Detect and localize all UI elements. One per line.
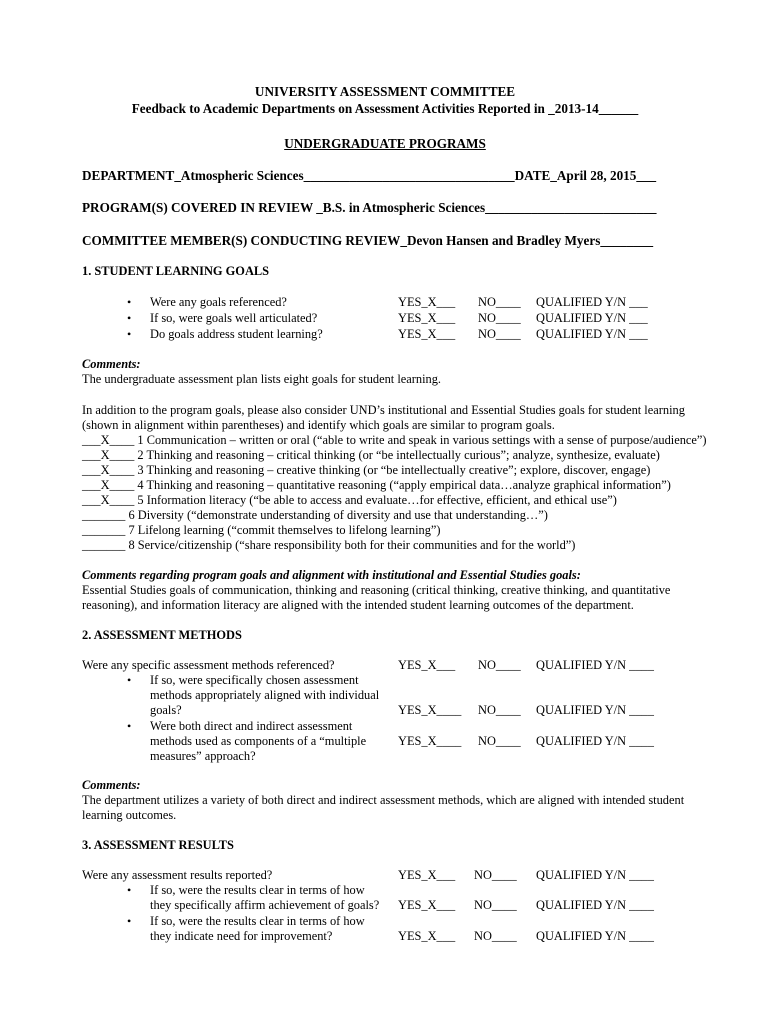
question-text-line: If so, were the results clear in terms of how [150,914,365,928]
yes-field: YES_X___ [398,898,456,912]
programs-heading: UNDERGRADUATE PROGRAMS [284,136,486,151]
yes-field: YES_X___ [398,295,456,309]
qualified-field: QUALIFIED Y/N ___ [536,327,648,341]
comments-label: Comments: [82,357,141,371]
yes-field: YES_X____ [398,703,462,717]
no-field: NO____ [478,658,521,672]
qualified-field: QUALIFIED Y/N ____ [536,658,654,672]
question-text: Do goals address student learning? [150,327,323,341]
comments-label: Comments: [82,778,141,792]
alignment-label: Comments regarding program goals and alignment with institutional and Essential Studies goals: [82,568,581,582]
comments-text: The undergraduate assessment plan lists eight goals for student learning. [82,372,442,386]
alignment-text-line: reasoning), and information literacy are aligned with the intended student learning outcomes of the department. [82,598,634,612]
yes-field: YES_X___ [398,929,456,943]
no-field: NO____ [474,898,517,912]
goal-item: _______ 8 Service/citizenship (“share responsibility both for their communities and for the world”) [82,538,576,552]
yes-field: YES_X___ [398,327,456,341]
yes-field: YES_X___ [398,658,456,672]
goal-item: _______ 7 Lifelong learning (“commit themselves to lifelong learning”) [82,523,441,537]
document-title: UNIVERSITY ASSESSMENT COMMITTEE [254,84,516,99]
qualified-field: QUALIFIED Y/N ____ [536,703,654,717]
comments-text-line: The department utilizes a variety of both direct and indirect assessment methods, which are aligned with intended student [82,793,685,807]
section-1-heading: 1. STUDENT LEARNING GOALS [82,264,270,278]
qualified-field: QUALIFIED Y/N ___ [536,295,648,309]
question-text-line: they indicate need for improvement? [150,929,333,943]
bullet: • [127,719,132,733]
question-text-line: they specifically affirm achievement of goals? [150,898,380,912]
question-text: Were any specific assessment methods referenced? [82,658,335,672]
bullet: • [127,327,132,341]
qualified-field: QUALIFIED Y/N ____ [536,734,654,748]
yes-field: YES_X___ [398,868,456,882]
no-field: NO____ [474,929,517,943]
no-field: NO____ [478,734,521,748]
question-text-line: If so, were the results clear in terms of how [150,883,365,897]
bullet: • [127,914,132,928]
bullet: • [127,295,132,309]
no-field: NO____ [478,327,521,341]
no-field: NO____ [478,295,521,309]
goal-item: ___X____ 1 Communication – written or oral (“able to write and speak in various settings with a sense of purpose/audience”) [82,433,707,447]
qualified-field: QUALIFIED Y/N ____ [536,898,654,912]
no-field: NO____ [478,703,521,717]
question-text-line: goals? [150,703,182,717]
intro-text-line: (shown in alignment within parentheses) and identify which goals are similar to program goals. [82,418,555,432]
section-3-heading: 3. ASSESSMENT RESULTS [82,838,234,852]
bullet: • [127,311,132,325]
bullet: • [127,883,132,897]
no-field: NO____ [478,311,521,325]
bullet: • [127,673,132,687]
no-field: NO____ [474,868,517,882]
department-line: DEPARTMENT_Atmospheric Sciences________________________________DATE_April 28, 2015___ [82,168,657,183]
question-text-line: methods appropriately aligned with individual [150,688,380,702]
programs-line: PROGRAM(S) COVERED IN REVIEW _B.S. in Atmospheric Sciences__________________________ [82,200,657,215]
yes-field: YES_X____ [398,734,462,748]
comments-text-line: learning outcomes. [82,808,177,822]
question-text: Were any assessment results reported? [82,868,273,882]
document-subtitle: Feedback to Academic Departments on Assessment Activities Reported in _2013-14______ [131,101,639,116]
goal-item: ___X____ 3 Thinking and reasoning – creative thinking (or “be intellectually creative”; explore, discover, engage) [82,463,651,477]
alignment-text-line: Essential Studies goals of communication, thinking and reasoning (critical thinking, creative thinking, and quantitative [82,583,671,597]
question-text-line: methods used as components of a “multiple [150,734,367,748]
goal-item: ___X____ 4 Thinking and reasoning – quantitative reasoning (“apply empirical data…analyze graphical information”) [82,478,671,492]
question-text-line: measures” approach? [150,749,256,763]
question-text-line: If so, were specifically chosen assessment [150,673,359,687]
qualified-field: QUALIFIED Y/N ___ [536,311,648,325]
goal-item: _______ 6 Diversity (“demonstrate understanding of diversity and use that understanding…”) [82,508,548,522]
section-2-heading: 2. ASSESSMENT METHODS [82,628,242,642]
qualified-field: QUALIFIED Y/N ____ [536,868,654,882]
question-text: If so, were goals well articulated? [150,311,318,325]
question-text: Were any goals referenced? [150,295,287,309]
question-text-line: Were both direct and indirect assessment [150,719,353,733]
qualified-field: QUALIFIED Y/N ____ [536,929,654,943]
intro-text-line: In addition to the program goals, please also consider UND’s institutional and Essential Studies goals for student learning [82,403,685,417]
goal-item: ___X____ 2 Thinking and reasoning – critical thinking (or “be intellectually curious”; analyze, synthesize, evaluate) [82,448,660,462]
goal-item: ___X____ 5 Information literacy (“be able to access and evaluate…for effective, efficient, and ethical use”) [82,493,617,507]
committee-line: COMMITTEE MEMBER(S) CONDUCTING REVIEW_Devon Hansen and Bradley Myers________ [82,233,654,248]
yes-field: YES_X___ [398,311,456,325]
